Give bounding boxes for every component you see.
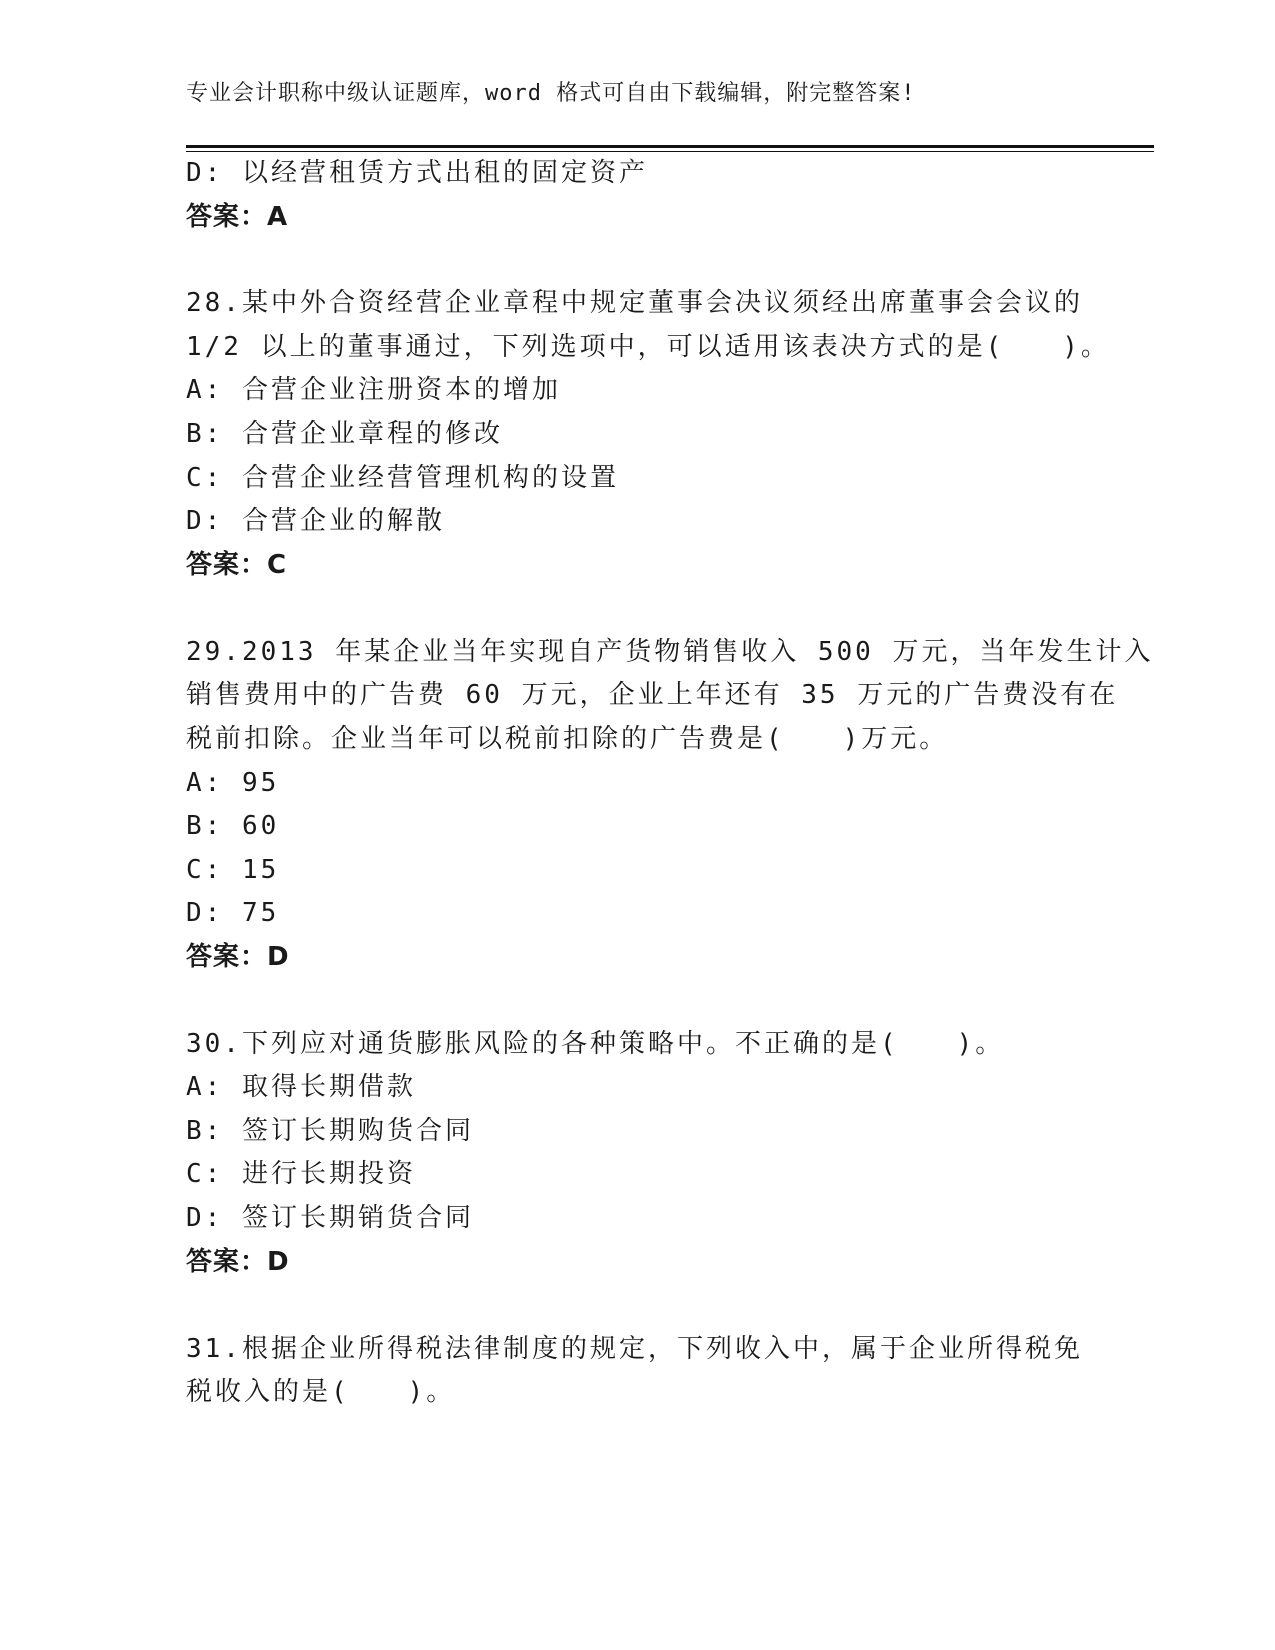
q29-option-a: A: 95 bbox=[186, 768, 280, 798]
q28-text-line-1: 28.某中外合资经营企业章程中规定董事会决议须经出席董事会会议的 bbox=[186, 288, 1083, 318]
q28-text-line-2: 1/2 以上的董事通过，下列选项中，可以适用该表决方式的是( )。 bbox=[186, 332, 1110, 362]
q29-option-d: D: 75 bbox=[186, 898, 280, 928]
q27-option-d: D: 以经营租赁方式出租的固定资产 bbox=[186, 158, 648, 188]
q30-option-b: B: 签订长期购货合同 bbox=[186, 1116, 474, 1146]
q31-text-line-2: 税收入的是( )。 bbox=[186, 1377, 456, 1407]
q29-text-line-1: 29.2013 年某企业当年实现自产货物销售收入 500 万元，当年发生计入 bbox=[186, 637, 1154, 667]
q30-option-d: D: 签订长期销货合同 bbox=[186, 1203, 474, 1233]
q29-option-c: C: 15 bbox=[186, 855, 280, 885]
q30-option-c: C: 进行长期投资 bbox=[186, 1159, 416, 1189]
q28-option-d: D: 合营企业的解散 bbox=[186, 506, 445, 536]
q29-option-b: B: 60 bbox=[186, 811, 280, 841]
q28-option-c: C: 合营企业经营管理机构的设置 bbox=[186, 463, 619, 493]
q28-option-b: B: 合营企业章程的修改 bbox=[186, 419, 503, 449]
header-rule-thick bbox=[186, 145, 1154, 148]
q29-text-line-2: 销售费用中的广告费 60 万元，企业上年还有 35 万元的广告费没有在 bbox=[186, 680, 1119, 710]
q28-option-a: A: 合营企业注册资本的增加 bbox=[186, 375, 561, 405]
q31-text-line-1: 31.根据企业所得税法律制度的规定，下列收入中，属于企业所得税免 bbox=[186, 1334, 1083, 1364]
q29-text-line-3: 税前扣除。企业当年可以税前扣除的广告费是( )万元。 bbox=[186, 724, 949, 754]
q27-answer: 答案：A bbox=[186, 202, 289, 232]
q29-answer: 答案：D bbox=[186, 942, 290, 972]
q30-option-a: A: 取得长期借款 bbox=[186, 1072, 416, 1102]
page-header: 专业会计职称中级认证题库，word 格式可自由下载编辑，附完整答案! bbox=[186, 81, 916, 106]
q28-answer: 答案：C bbox=[186, 550, 288, 580]
q30-answer: 答案：D bbox=[186, 1247, 290, 1277]
header-rule-thin bbox=[186, 151, 1154, 152]
q30-text-line-1: 30.下列应对通货膨胀风险的各种策略中。不正确的是( )。 bbox=[186, 1029, 1005, 1059]
